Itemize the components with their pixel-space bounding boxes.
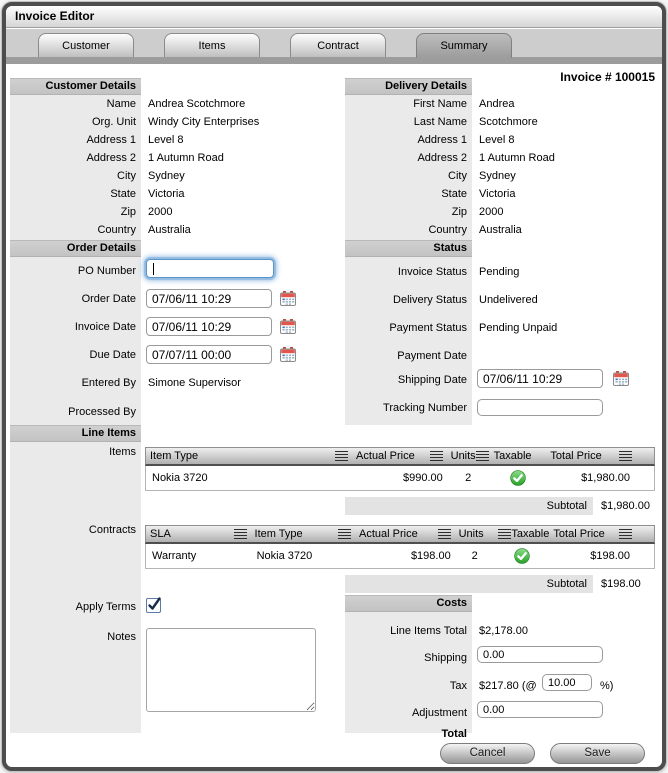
tracking-number-input[interactable]: [477, 399, 603, 416]
payment-date-value: [472, 347, 479, 365]
due-date-input[interactable]: [146, 345, 272, 364]
delivery-row: State Victoria: [441, 188, 516, 200]
items-table-header: [145, 447, 655, 466]
tax-amount: $217.80 (@: [479, 680, 537, 692]
calendar-icon[interactable]: [280, 291, 296, 306]
tax-rate-input[interactable]: [542, 674, 592, 691]
section-customer-details: Customer Details: [10, 78, 141, 95]
contracts-label: Contracts: [88, 524, 136, 536]
customer-row: Country Australia: [97, 224, 191, 236]
shipping-date-label: Shipping Date: [397, 374, 467, 386]
po-number-label: PO Number: [77, 265, 136, 277]
order-date-label: Order Date: [81, 293, 136, 305]
items-subtotal-value: $1,980.00: [601, 500, 650, 512]
column-menu-icon[interactable]: [438, 529, 451, 539]
delivery-row: First Name Andrea: [413, 98, 515, 110]
col-actual-price: Actual Price: [359, 528, 418, 540]
delivery-row: Address 2 1 Autumn Road: [417, 152, 555, 164]
customer-row: Org. Unit Windy City Enterprises: [91, 116, 260, 128]
due-date-label: Due Date: [89, 349, 136, 361]
customer-row: Zip 2000: [120, 206, 173, 218]
check-circle-icon: [510, 470, 526, 486]
tax-label: Tax: [449, 680, 467, 692]
delivery-row: City Sydney: [448, 170, 516, 182]
total-price-cell: $198.00: [590, 550, 630, 562]
tab-customer[interactable]: Customer: [38, 33, 134, 57]
items-subtotal-label: Subtotal: [345, 497, 593, 515]
section-line-items: Line Items: [10, 425, 141, 442]
delivery-row: Last Name Scotchmore: [413, 116, 538, 128]
invoice-status-value: Pending: [479, 266, 520, 278]
col-item-type: Item Type: [150, 450, 199, 462]
customer-row: Address 2 1 Autumn Road: [86, 152, 224, 164]
customer-row: Address 1 Level 8: [86, 134, 184, 146]
column-menu-icon[interactable]: [430, 451, 443, 461]
column-menu-icon[interactable]: [338, 529, 351, 539]
notes-label: Notes: [107, 631, 136, 643]
units-cell: 2: [471, 550, 478, 562]
calendar-icon[interactable]: [280, 319, 296, 334]
item-type-cell: Nokia 3720: [152, 472, 208, 484]
payment-status-label: Payment Status: [389, 322, 467, 334]
sla-cell: Warranty: [152, 550, 197, 562]
invoice-number: Invoice # 100015: [560, 70, 655, 84]
column-menu-icon[interactable]: [619, 451, 632, 461]
tab-underbar: [6, 57, 662, 64]
tab-contract[interactable]: Contract: [290, 33, 386, 57]
items-table-row[interactable]: [145, 466, 655, 491]
contracts-subtotal-value: $198.00: [601, 578, 641, 590]
column-menu-icon[interactable]: [476, 451, 489, 461]
cancel-button[interactable]: Cancel: [440, 743, 535, 764]
total-price-cell: $1,980.00: [581, 472, 630, 484]
delivery-row: Zip 2000: [451, 206, 504, 218]
actual-price-cell: $198.00: [410, 550, 451, 562]
actual-price-cell: $990.00: [402, 472, 443, 484]
tab-summary[interactable]: Summary: [416, 33, 512, 58]
payment-status-value: Pending Unpaid: [479, 322, 558, 334]
column-menu-icon[interactable]: [498, 529, 511, 539]
total-label: Total: [441, 728, 467, 740]
order-date-input[interactable]: [146, 289, 272, 308]
line-items-total-label: Line Items Total: [390, 625, 467, 637]
save-button[interactable]: Save: [550, 743, 645, 764]
taxable-cell: [495, 548, 550, 564]
check-circle-icon: [514, 548, 530, 564]
shipping-input[interactable]: [477, 646, 603, 663]
column-menu-icon[interactable]: [619, 529, 632, 539]
tab-items[interactable]: Items: [164, 33, 260, 57]
tax-suffix: %): [600, 680, 614, 692]
col-units: Units: [458, 528, 484, 540]
section-delivery-details: Delivery Details: [345, 78, 472, 95]
col-units: Units: [450, 450, 476, 462]
section-order-details: Order Details: [10, 240, 141, 257]
delivery-row: Address 1 Level 8: [417, 134, 515, 146]
checkmark-icon: [146, 595, 163, 612]
invoice-date-input[interactable]: [146, 317, 272, 336]
customer-row: City Sydney: [117, 170, 185, 182]
text-caret: [153, 263, 154, 275]
apply-terms-checkbox[interactable]: [146, 598, 161, 613]
contracts-subtotal-label: Subtotal: [345, 575, 593, 593]
invoice-date-label: Invoice Date: [74, 321, 136, 333]
column-menu-icon[interactable]: [234, 529, 247, 539]
units-cell: 2: [465, 472, 472, 484]
col-actual-price: Actual Price: [356, 450, 415, 462]
section-costs: Costs: [345, 595, 472, 612]
customer-row: Name Andrea Scotchmore: [106, 98, 246, 110]
calendar-icon[interactable]: [280, 347, 296, 362]
processed-by-label: Processed By: [68, 406, 136, 418]
processed-by-value: [141, 403, 148, 421]
col-taxable: Taxable: [493, 450, 532, 462]
delivery-status-value: Undelivered: [479, 294, 538, 306]
shipping-date-input[interactable]: [477, 369, 603, 388]
entered-by-value: Simone Supervisor: [148, 377, 241, 389]
col-total-price: Total Price: [550, 450, 602, 462]
col-total-price: Total Price: [553, 528, 605, 540]
po-number-input[interactable]: [146, 259, 274, 278]
adjustment-input[interactable]: [477, 701, 603, 718]
window-title: Invoice Editor: [15, 9, 95, 23]
tracking-number-label: Tracking Number: [383, 402, 467, 414]
line-items-total-value: $2,178.00: [479, 625, 528, 637]
section-status: Status: [345, 240, 472, 257]
shipping-label: Shipping: [424, 652, 467, 664]
entered-by-label: Entered By: [81, 377, 136, 389]
contracts-table-row[interactable]: [145, 544, 655, 569]
customer-row: State Victoria: [110, 188, 185, 200]
items-label: Items: [109, 446, 136, 458]
title-bar: [6, 6, 662, 28]
apply-terms-label: Apply Terms: [75, 601, 136, 613]
item-type-cell: Nokia 3720: [256, 550, 313, 562]
invoice-status-label: Invoice Status: [397, 266, 467, 278]
delivery-status-label: Delivery Status: [393, 294, 467, 306]
column-menu-icon[interactable]: [335, 451, 348, 461]
calendar-icon[interactable]: [613, 371, 629, 386]
col-taxable: Taxable: [511, 528, 550, 540]
col-item-type: Item Type: [254, 528, 303, 540]
taxable-cell: [490, 470, 547, 486]
col-sla: SLA: [150, 528, 171, 540]
delivery-row: Country Australia: [428, 224, 522, 236]
adjustment-label: Adjustment: [411, 707, 467, 719]
notes-textarea[interactable]: [146, 628, 316, 712]
total-value: [472, 725, 479, 743]
contracts-table-header: [145, 525, 655, 544]
payment-date-label: Payment Date: [397, 350, 467, 362]
